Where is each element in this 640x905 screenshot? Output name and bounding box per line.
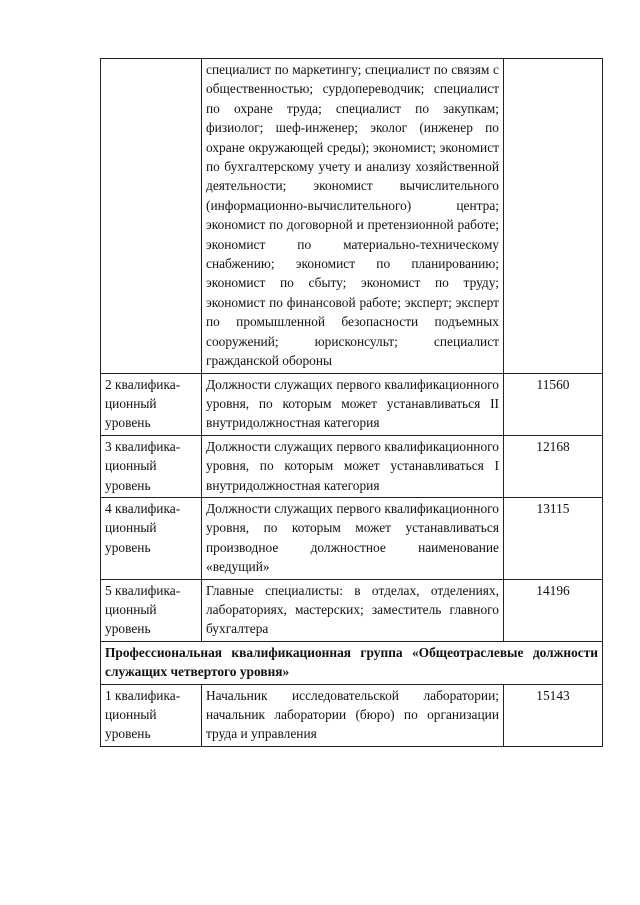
table-row [101,59,603,374]
positions-cell: Должности служащих первого квалификационного уровня, по которым может устанавливаться производное должностное наименование «ведущий» [202,497,504,579]
positions-cell: Начальник исследовательской лаборатории; начальник лаборатории (бюро) по организации труда и управления [202,684,504,746]
level-cell: 3 квалифика-ционный уровень [101,435,202,497]
table-row [101,373,603,435]
positions-cell: Главные специалисты: в отделах, отделениях, лабораториях, мастерских; заместитель главного бухгалтера [202,579,504,641]
salary-cell: 12168 [504,435,603,497]
level-cell: 4 квалифика-ционный уровень [101,497,202,579]
level-cell [101,59,202,374]
salary-cell: 11560 [504,373,603,435]
table-row [101,684,603,746]
positions-cell: специалист по маркетингу; специалист по связям с общественностью; сурдопереводчик; специалист по охране труда; специалист по закупкам; физиолог; шеф-инженер; эколог (инженер по охране окружающей среды); экономист; экономист по бухгалтерскому учету и анализу хозяйственной деятельности; экономист вычислительного (информационно-вычислительного) центра; экономист по договорной и претензионной работе; экономист по материально-техническому снабжению; экономист по планированию; экономист по сбыту; экономист по труду; экономист по финансовой работе; эксперт; эксперт по промышленной безопасности подъемных сооружений; юрисконсульт; специалист гражданской обороны [202,59,504,374]
group-header-row [101,641,603,684]
level-cell: 5 квалифика-ционный уровень [101,579,202,641]
level-cell: 2 квалифика-ционный уровень [101,373,202,435]
level-cell: 1 квалифика-ционный уровень [101,684,202,746]
positions-cell: Должности служащих первого квалификационного уровня, по которым может устанавливаться I внутридолжностная категория [202,435,504,497]
salary-cell [504,59,603,374]
table-row [101,497,603,579]
salary-cell: 15143 [504,684,603,746]
table-row [101,435,603,497]
positions-cell: Должности служащих первого квалификационного уровня, по которым может устанавливаться II внутридолжностная категория [202,373,504,435]
table-row [101,579,603,641]
qualification-table [100,58,603,747]
salary-cell: 13115 [504,497,603,579]
group-header: Профессиональная квалификационная группа «Общеотраслевые должности служащих четвертого уровня» [101,641,603,684]
salary-cell: 14196 [504,579,603,641]
